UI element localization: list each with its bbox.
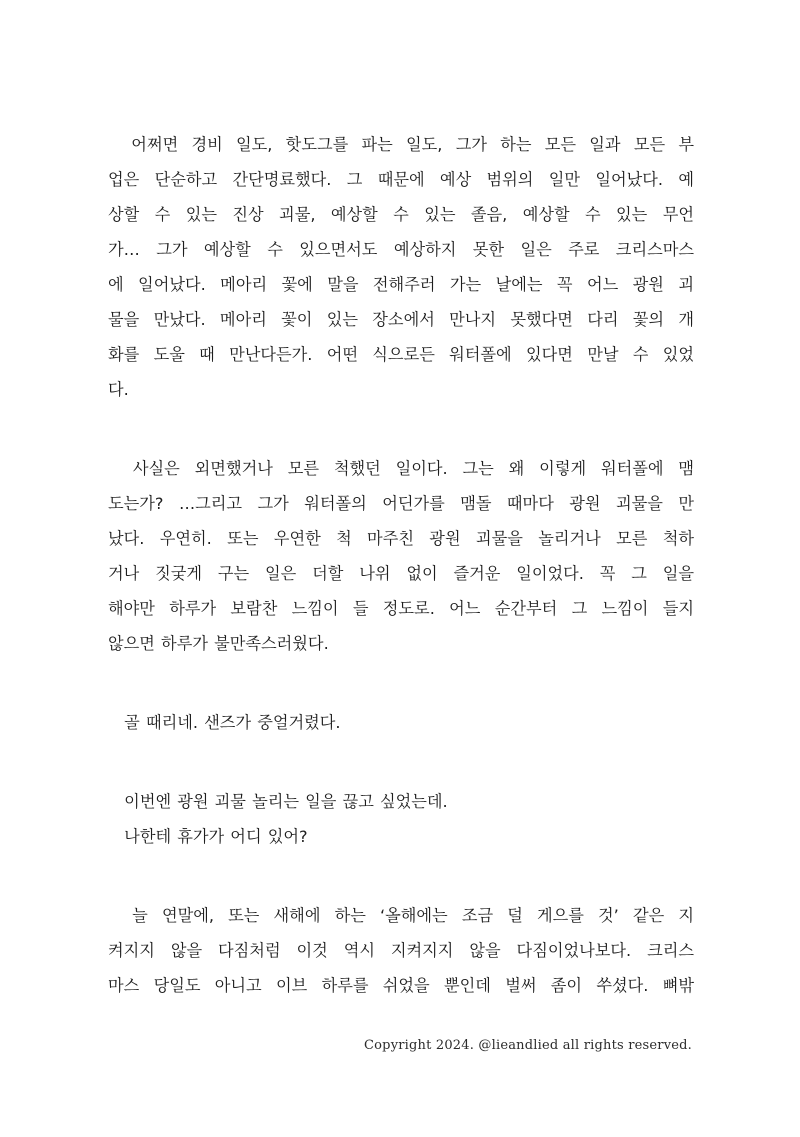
text-line: 다. xyxy=(108,380,129,399)
text-line: 켜지지 않을 다짐처럼 이것 역시 지켜지지 않을 다짐이었나보다. 크리스 xyxy=(108,941,694,960)
text-line: 사실은 외면했거나 모른 척했던 일이다. 그는 왜 이렇게 워터폴에 맴 xyxy=(108,459,694,478)
text-line: 골 때리네. 샌즈가 중얼거렸다. xyxy=(108,713,341,732)
paragraph-gap xyxy=(108,661,694,705)
text-line: 마스 당일도 아니고 이브 하루를 쉬었을 뿐인데 벌써 좀이 쑤셨다. 뼈밖 xyxy=(108,976,694,995)
text-line: 나한테 휴가가 어디 있어? xyxy=(108,827,308,846)
story-text xyxy=(108,127,694,1003)
text-line: 상할 수 있는 진상 괴물, 예상할 수 있는 졸음, 예상할 수 있는 무언 xyxy=(108,205,694,224)
paragraph-1 xyxy=(108,127,694,407)
text-line: 이번엔 광원 괴물 놀리는 일을 끊고 싶었는데. xyxy=(108,792,448,811)
paragraph-3 xyxy=(108,705,694,740)
paragraph-5 xyxy=(108,898,694,1003)
text-line: 업은 단순하고 간단명료했다. 그 때문에 예상 범위의 일만 일어났다. 예 xyxy=(108,170,694,189)
text-line: 도는가? …그리고 그가 워터폴의 어딘가를 맴돌 때마다 광원 괴물을 만 xyxy=(108,494,694,513)
text-line: 해야만 하루가 보람찬 느낌이 들 정도로. 어느 순간부터 그 느낌이 들지 xyxy=(108,599,694,618)
paragraph-gap xyxy=(108,854,694,898)
paragraph-gap xyxy=(108,407,694,451)
text-line: 에 일어났다. 메아리 꽃에 말을 전해주러 가는 날에는 꼭 어느 광원 괴 xyxy=(108,275,694,294)
text-line: 어쩌면 경비 일도, 핫도그를 파는 일도, 그가 하는 모든 일과 모든 부 xyxy=(108,135,694,154)
paragraph-gap xyxy=(108,740,694,784)
text-line: 거나 짓궂게 구는 일은 더할 나위 없이 즐거운 일이었다. 꼭 그 일을 xyxy=(108,564,694,583)
copyright-notice: Copyright 2024. @lieandlied all rights reserved. xyxy=(364,1038,692,1053)
text-line: 화를 도울 때 만난다든가. 어떤 식으로든 워터폴에 있다면 만날 수 있었 xyxy=(108,345,694,364)
text-line: 않으면 하루가 불만족스러웠다. xyxy=(108,634,329,653)
text-line: 물을 만났다. 메아리 꽃이 있는 장소에서 만나지 못했다면 다리 꽃의 개 xyxy=(108,310,694,329)
text-line: 났다. 우연히. 또는 우연한 척 마주친 광원 괴물을 놀리거나 모른 척하 xyxy=(108,529,694,548)
text-line: 가… 그가 예상할 수 있으면서도 예상하지 못한 일은 주로 크리스마스 xyxy=(108,240,694,259)
paragraph-2 xyxy=(108,451,694,661)
paragraph-4 xyxy=(108,784,694,854)
text-line: 늘 연말에, 또는 새해에 하는 ‘올해에는 조금 덜 게으를 것’ 같은 지 xyxy=(108,906,694,925)
